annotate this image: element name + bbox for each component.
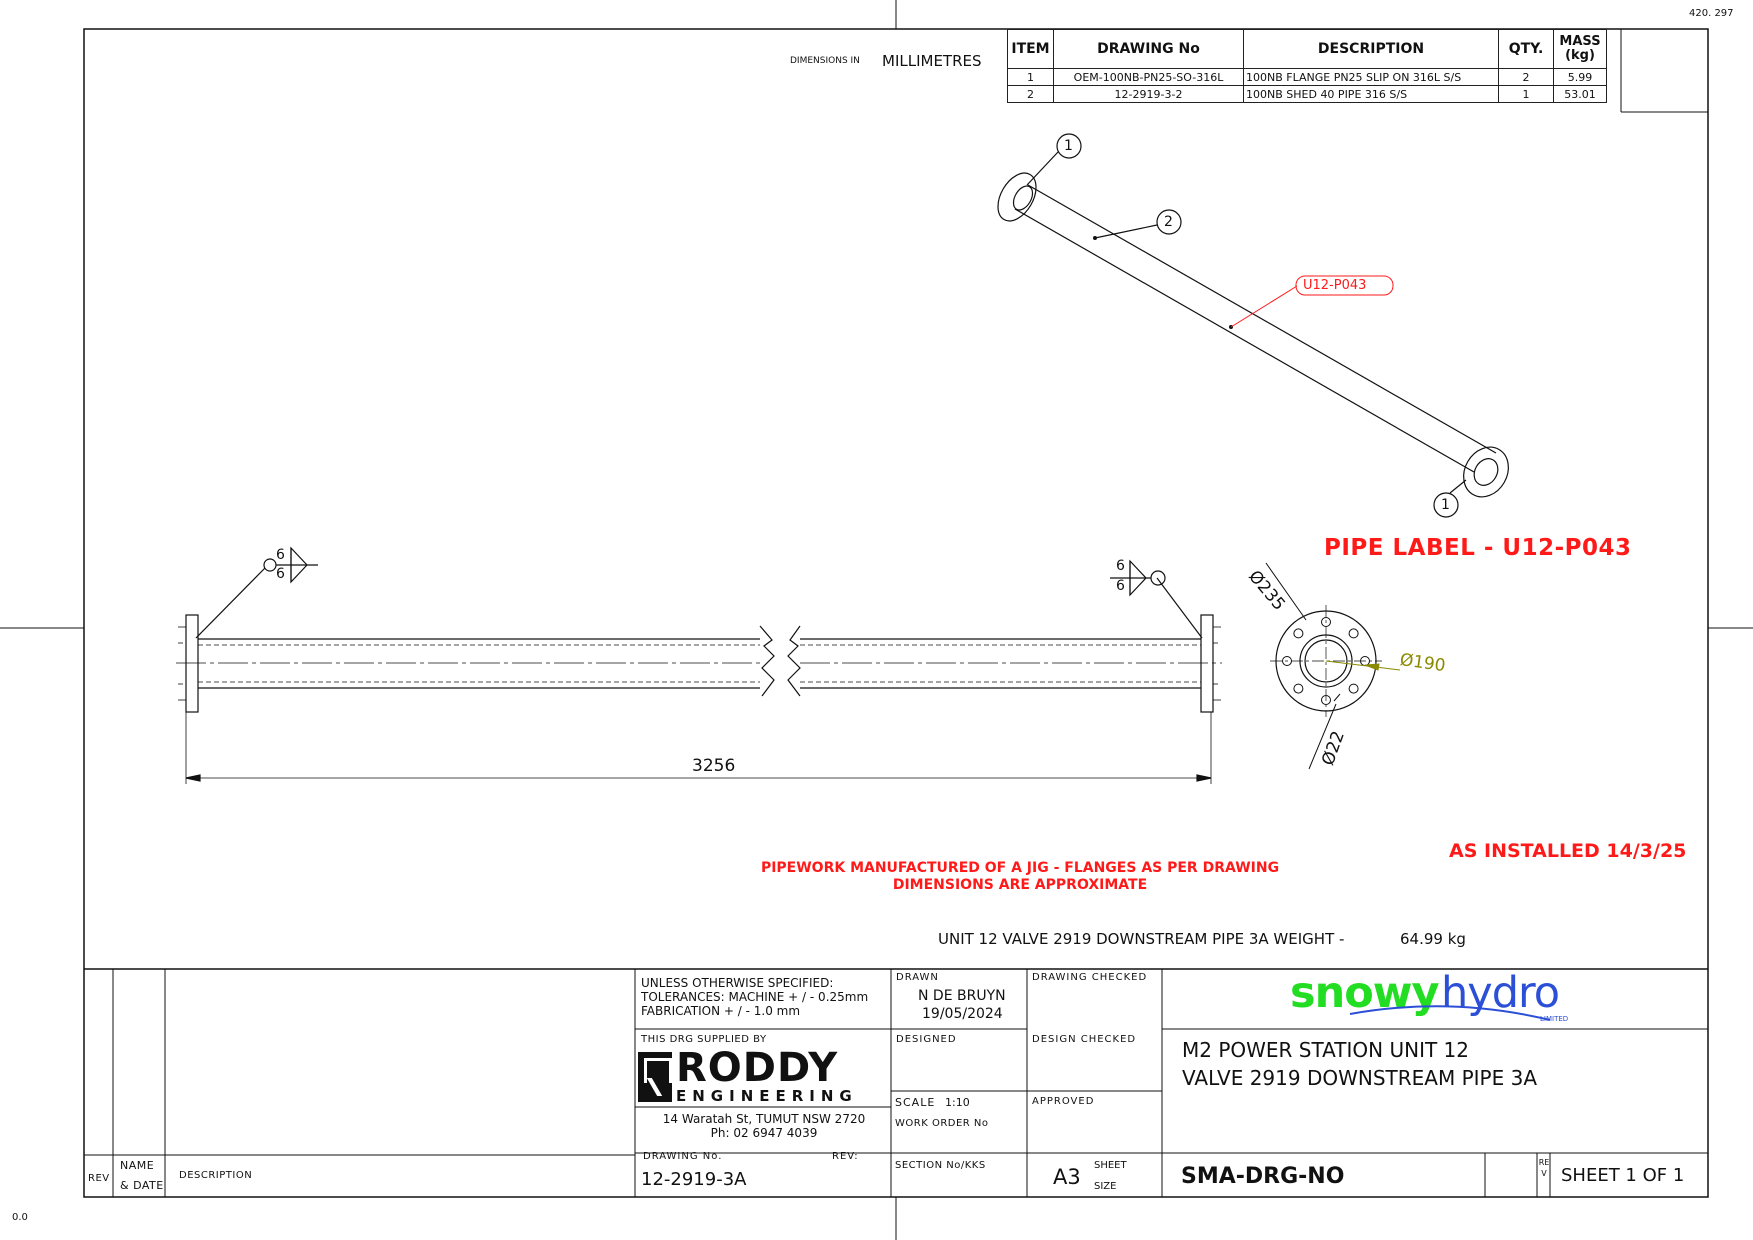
bom-header-item: ITEM <box>1008 30 1054 69</box>
bom-cell: 1 <box>1499 86 1554 103</box>
bom-cell: 5.99 <box>1554 69 1607 86</box>
approved-label: APPROVED <box>1032 1096 1095 1107</box>
rev-col-description: DESCRIPTION <box>179 1170 253 1181</box>
pipe-label-note: PIPE LABEL - U12-P043 <box>1324 535 1632 561</box>
design-checked-label: DESIGN CHECKED <box>1032 1034 1137 1045</box>
bom-header-drawing-no: DRAWING No <box>1054 30 1244 69</box>
flange-bolt-lines <box>178 627 1221 700</box>
scale-label: SCALE <box>895 1096 936 1109</box>
table-row <box>1008 69 1607 86</box>
scale-value: 1:10 <box>945 1096 970 1109</box>
sheet-size-label-1: SHEET <box>1094 1160 1127 1171</box>
supplied-by-label: THIS DRG SUPPLIED BY <box>641 1034 767 1045</box>
sheet-of: SHEET 1 OF 1 <box>1561 1165 1685 1186</box>
snowy-hydro-logo <box>1290 970 1590 1028</box>
section-label: SECTION No/KKS <box>895 1160 986 1171</box>
drg-code: SMA-DRG-NO <box>1181 1164 1345 1189</box>
bom-cell: 12-2919-3-2 <box>1054 86 1244 103</box>
designed-label: DESIGNED <box>896 1034 957 1045</box>
rev-vertical-label: REV <box>1538 1158 1550 1178</box>
weld-right-bottom: 6 <box>1116 578 1125 594</box>
as-installed-note: AS INSTALLED 14/3/25 <box>1449 840 1687 862</box>
title-line-1: M2 POWER STATION UNIT 12 <box>1182 1038 1469 1062</box>
pipe-hidden-lines <box>178 643 1221 684</box>
dim-bolt-hole: Ø22 <box>1318 728 1349 769</box>
bill-of-materials <box>1007 29 1607 103</box>
bom-header-description: DESCRIPTION <box>1244 30 1499 69</box>
bom-cell: 53.01 <box>1554 86 1607 103</box>
supplier-name: RODDY <box>676 1045 839 1091</box>
client-snowy: snowy <box>1290 968 1439 1018</box>
sheet-ref: 420. 297 <box>1689 8 1734 19</box>
balloon-item-2: 2 <box>1164 214 1173 230</box>
weight-value: 64.99 kg <box>1400 930 1466 948</box>
client-hydro: hydro <box>1441 968 1560 1018</box>
supplier-phone: Ph: 02 6947 4039 <box>710 1126 818 1140</box>
jig-note-line-1: PIPEWORK MANUFACTURED OF A JIG - FLANGES AS PER DRAWING <box>760 860 1280 876</box>
drawn-label: DRAWN <box>896 972 939 983</box>
drawing-number: 12-2919-3A <box>641 1169 747 1190</box>
roddy-logo-mark-icon <box>638 1052 672 1102</box>
rev-label: REV: <box>832 1151 859 1162</box>
dim-outer-diameter: Ø235 <box>1244 566 1289 615</box>
table-row <box>1008 86 1607 103</box>
dim-pcd: Ø190 <box>1398 650 1447 677</box>
dimensions-prefix: DIMENSIONS IN <box>790 56 860 66</box>
tolerance-line: UNLESS OTHERWISE SPECIFIED: <box>641 976 834 990</box>
rev-col-name-2: & DATE <box>120 1179 164 1192</box>
supplier-address: 14 Waratah St, TUMUT NSW 2720 <box>662 1112 866 1126</box>
tolerance-line: TOLERANCES: MACHINE + / - 0.25mm <box>641 990 869 1004</box>
pcd-leader <box>1326 661 1400 670</box>
supplier-contact <box>641 1112 887 1140</box>
bom-cell: OEM-100NB-PN25-SO-316L <box>1054 69 1244 86</box>
bom-header-mass: MASS (kg) <box>1554 30 1607 69</box>
jig-note-line-2: DIMENSIONS ARE APPROXIMATE <box>892 877 1148 893</box>
drawn-name: N DE BRUYN <box>918 988 1006 1004</box>
work-order-label: WORK ORDER No <box>895 1118 989 1129</box>
bom-cell: 1 <box>1008 69 1054 86</box>
tolerance-notes <box>641 976 868 1018</box>
rev-col-rev: REV <box>88 1173 110 1184</box>
drawing-no-label: DRAWING No. <box>643 1151 723 1162</box>
bom-cell: 100NB FLANGE PN25 SLIP ON 316L S/S <box>1244 69 1499 86</box>
corner-ref: 0.0 <box>12 1212 28 1223</box>
balloon-item-1: 1 <box>1064 138 1073 154</box>
balloon-item-1-lower: 1 <box>1441 497 1450 513</box>
dimensions-unit: MILLIMETRES <box>882 52 982 70</box>
tolerance-line: FABRICATION + / - 1.0 mm <box>641 1004 801 1018</box>
roddy-logo <box>638 1045 888 1106</box>
drawn-date: 19/05/2024 <box>922 1006 1003 1022</box>
bom-header-row <box>1008 30 1607 69</box>
client-limited: LIMITED <box>1540 1015 1569 1023</box>
weld-right-top: 6 <box>1116 558 1125 574</box>
swoosh-icon <box>1290 970 1590 1028</box>
jig-note <box>640 860 1400 894</box>
sheet-size-label-2: SIZE <box>1094 1181 1117 1192</box>
title-line-2: VALVE 2919 DOWNSTREAM PIPE 3A <box>1182 1066 1537 1090</box>
drawing-checked-label: DRAWING CHECKED <box>1032 972 1148 983</box>
side-pipe-view <box>186 548 1213 784</box>
supplier-sub: ENGINEERING <box>676 1087 858 1105</box>
length-dimension: 3256 <box>692 756 736 776</box>
bom-cell: 2 <box>1008 86 1054 103</box>
weight-note: UNIT 12 VALVE 2919 DOWNSTREAM PIPE 3A WEIGHT - <box>938 930 1345 948</box>
bom-cell: 100NB SHED 40 PIPE 316 S/S <box>1244 86 1499 103</box>
pipe-tag: U12-P043 <box>1303 278 1367 293</box>
bom-cell: 2 <box>1499 69 1554 86</box>
iso-pipe-view <box>990 134 1517 517</box>
sheet-size: A3 <box>1053 1165 1081 1189</box>
weld-left-top: 6 <box>276 547 285 563</box>
bom-header-qty: QTY. <box>1499 30 1554 69</box>
rev-col-name-1: NAME <box>120 1159 155 1172</box>
weld-left-bottom: 6 <box>276 566 285 582</box>
